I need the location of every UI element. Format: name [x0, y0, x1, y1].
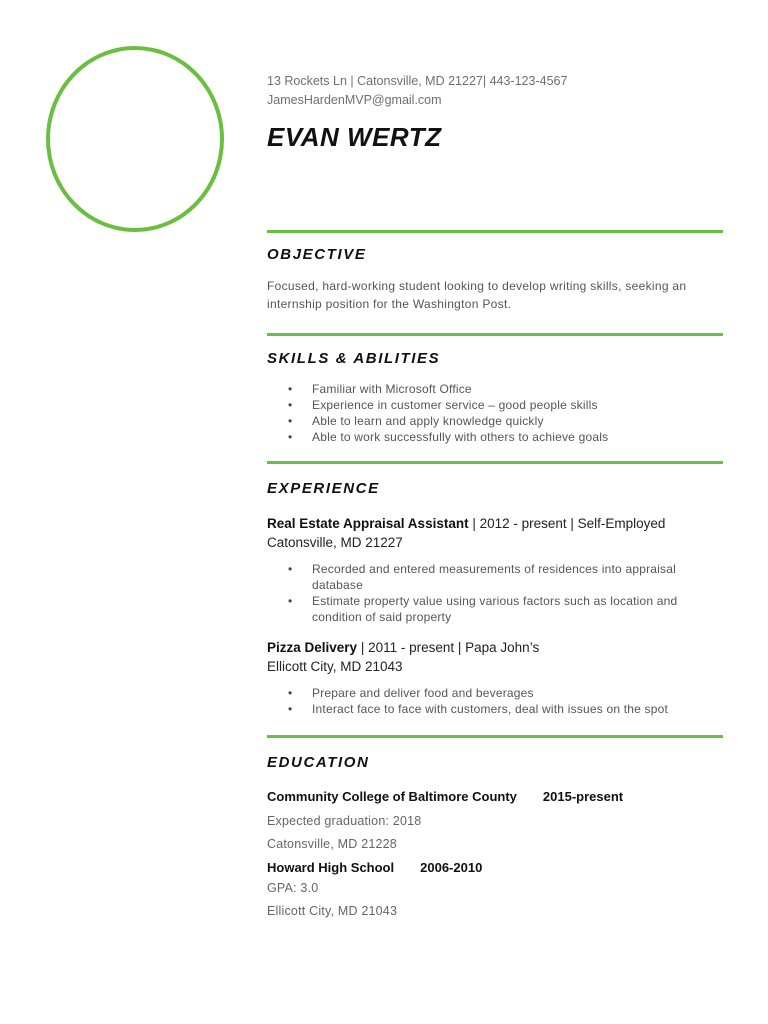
school-detail: GPA: 3.0 [267, 881, 319, 895]
school-dates: 2015-present [542, 789, 624, 804]
job-bullets [267, 561, 723, 625]
job-entry [267, 514, 723, 625]
objective-heading: OBJECTIVE [267, 246, 367, 263]
school-detail: Expected graduation: 2018 [267, 814, 422, 828]
school-dates: 2006-2010 [420, 860, 483, 875]
school-detail: Ellicott City, MD 21043 [267, 904, 398, 918]
list-item: • Estimate property value using various factors such as location and condition of said property [312, 593, 723, 625]
skills-heading: SKILLS & ABILITIES [267, 350, 441, 367]
job-title-line [267, 514, 723, 533]
contact-block [267, 72, 723, 110]
list-item: • Able to learn and apply knowledge quickly [312, 413, 723, 429]
school-detail: Catonsville, MD 21228 [267, 837, 397, 851]
list-item: • Prepare and deliver food and beverages [312, 685, 723, 701]
experience-heading: EXPERIENCE [267, 480, 380, 497]
job-entry [267, 638, 723, 717]
section-divider [267, 461, 723, 464]
education-heading: EDUCATION [267, 754, 370, 771]
section-divider [267, 735, 723, 738]
section-divider [267, 230, 723, 233]
job-title: Pizza Delivery [267, 640, 358, 655]
list-item: • Experience in customer service – good people skills [312, 397, 723, 413]
list-item: • Able to work successfully with others to achieve goals [312, 429, 723, 445]
job-title-line [267, 638, 723, 657]
school-name: Howard High School [267, 860, 395, 875]
school-line [267, 860, 723, 875]
candidate-name: EVAN WERTZ [267, 122, 442, 152]
list-item: • Interact face to face with customers, deal with issues on the spot [312, 701, 723, 717]
job-bullets [267, 685, 723, 717]
list-item: • Familiar with Microsoft Office [312, 381, 723, 397]
objective-text: Focused, hard-working student looking to develop writing skills, seeking an internship position for the Washington Post. [267, 279, 687, 311]
contact-email: JamesHardenMVP@gmail.com [267, 93, 442, 107]
photo-placeholder-circle [46, 46, 224, 232]
contact-address-line: 13 Rockets Ln | Catonsville, MD 21227| 443-123-4567 [267, 74, 568, 88]
job-details: | 2012 - present | Self-Employed [468, 516, 666, 531]
resume-main [267, 72, 723, 923]
skills-list [267, 381, 723, 445]
school-name: Community College of Baltimore County [267, 789, 517, 804]
section-divider [267, 333, 723, 336]
job-location: Ellicott City, MD 21043 [267, 659, 403, 674]
job-location: Catonsville, MD 21227 [267, 535, 403, 550]
list-item: • Recorded and entered measurements of residences into appraisal database [312, 561, 723, 593]
job-details: | 2011 - present | Papa John’s [357, 640, 540, 655]
school-line [267, 789, 723, 804]
job-title: Real Estate Appraisal Assistant [267, 516, 469, 531]
